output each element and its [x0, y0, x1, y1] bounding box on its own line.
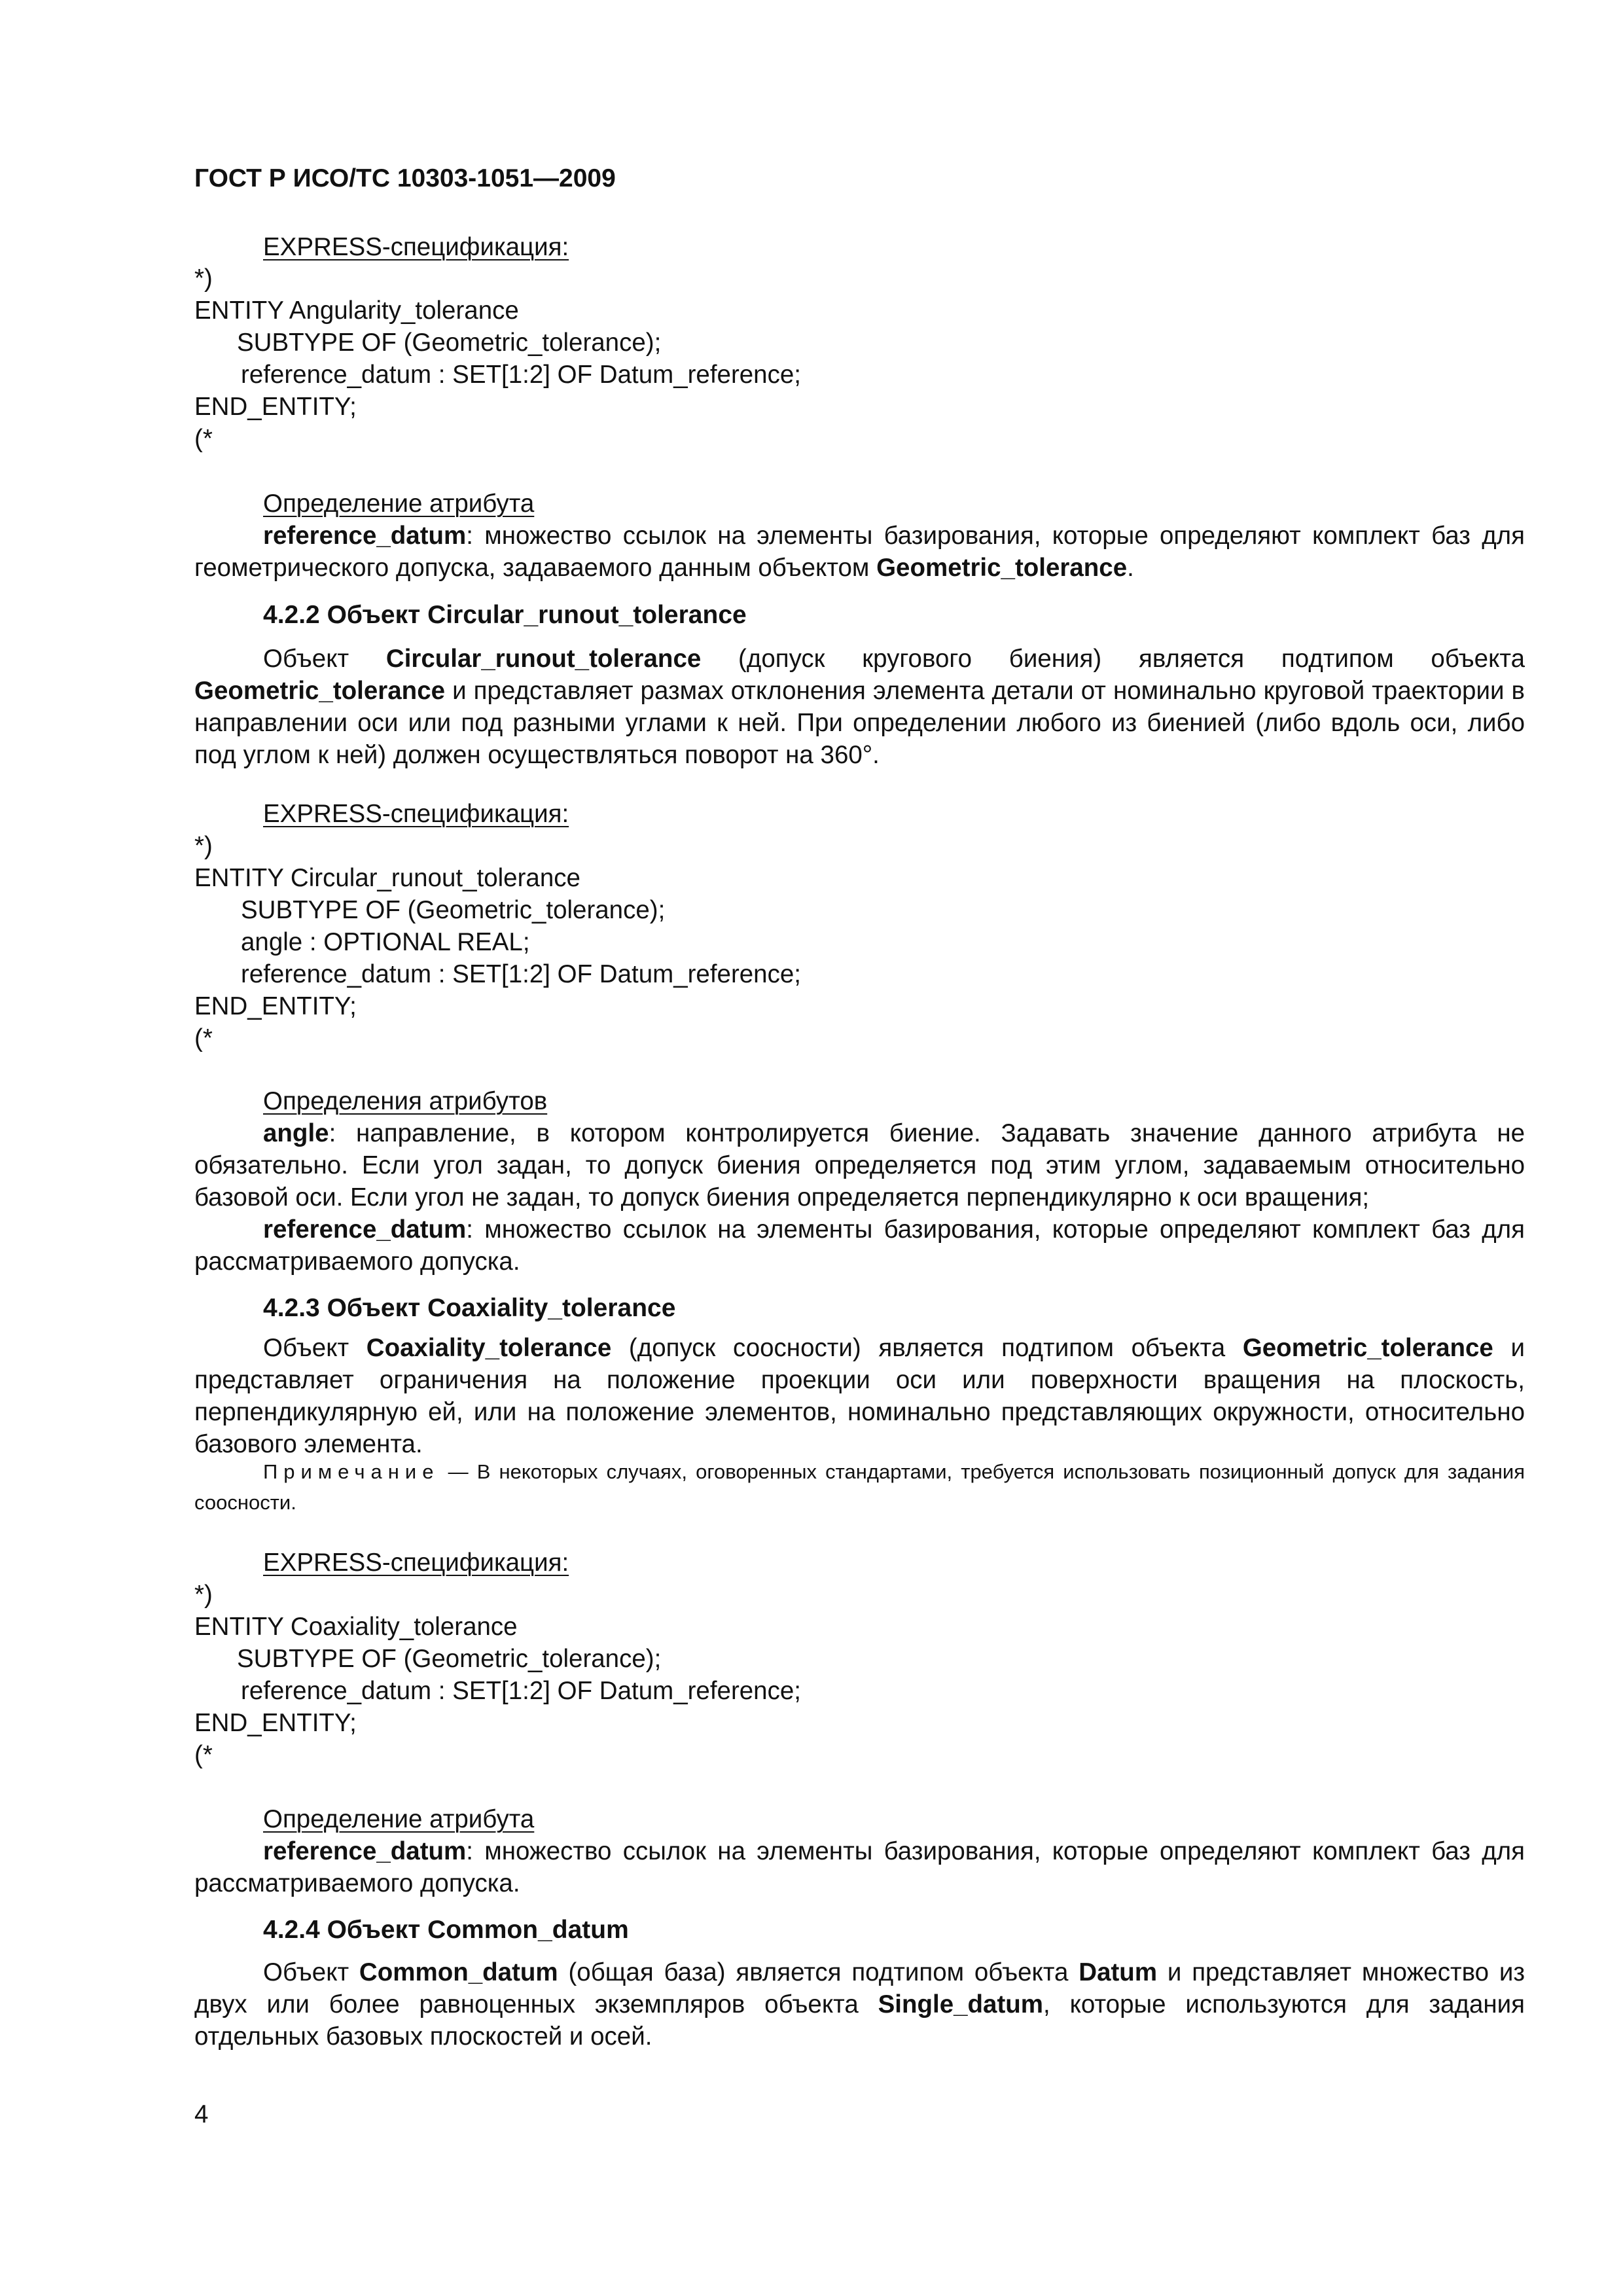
attribute-definition-text: [194, 520, 1525, 584]
express-spec-label: EXPRESS-спецификация:: [263, 800, 569, 828]
attribute-definition-text: [194, 1117, 1525, 1213]
term: Datum: [1079, 1958, 1158, 1986]
section-heading: 4.2.2 Объект Circular_runout_tolerance: [263, 601, 747, 629]
note: [194, 1456, 1525, 1518]
attribute-definition-text: [194, 1835, 1525, 1899]
term: Geometric_tolerance: [1242, 1334, 1493, 1362]
term: reference_datum: [263, 522, 467, 550]
code-comment-open: (*: [194, 1024, 213, 1052]
section-heading: 4.2.4 Объект Common_datum: [263, 1916, 629, 1944]
term: Coaxiality_tolerance: [366, 1334, 612, 1362]
term: Single_datum: [878, 1990, 1044, 2018]
term: Geometric_tolerance: [876, 554, 1128, 582]
text: Объект: [263, 1958, 359, 1986]
definition-text: : множество ссылок на элементы базирования, которые определяют комплект баз для геометрического допуска, задаваемого данным объектом: [194, 522, 1525, 582]
section-paragraph: [194, 643, 1525, 771]
definition-text: : множество ссылок на элементы базирования, которые определяют комплект баз для рассматриваемого допуска.: [194, 1837, 1525, 1897]
code-entity-line: ENTITY Circular_runout_tolerance: [194, 864, 580, 892]
attribute-definition-text: [194, 1213, 1525, 1278]
code-attribute-line: angle : OPTIONAL REAL;: [241, 928, 530, 956]
term: Common_datum: [359, 1958, 558, 1986]
code-end-entity: END_ENTITY;: [194, 393, 357, 421]
code-subtype-line: SUBTYPE OF (Geometric_tolerance);: [237, 1645, 662, 1673]
code-subtype-line: SUBTYPE OF (Geometric_tolerance);: [237, 329, 662, 357]
code-attribute-line: reference_datum : SET[1:2] OF Datum_reference;: [241, 1677, 801, 1705]
term: reference_datum: [263, 1837, 467, 1865]
express-spec-label: EXPRESS-спецификация:: [263, 1549, 569, 1577]
definition-text: .: [1127, 554, 1134, 582]
term: Circular_runout_tolerance: [385, 645, 702, 673]
attribute-definitions-label: Определения атрибутов: [263, 1087, 548, 1115]
term: reference_datum: [263, 1215, 467, 1244]
definition-text: : направление, в котором контролируется биение. Задавать значение данного атрибута не обязательно. Если угол задан, то допуск биения определяется под этим углом, задаваемым относительно базовой оси. Если угол не задан, то допуск биения определяется перпендикулярно к оси вращения;: [194, 1119, 1525, 1211]
term: angle: [263, 1119, 329, 1147]
text: Объект: [263, 645, 386, 673]
text: Объект: [263, 1334, 366, 1362]
code-comment-close: *): [194, 264, 213, 293]
code-attribute-line: reference_datum : SET[1:2] OF Datum_reference;: [241, 960, 801, 988]
code-comment-open: (*: [194, 425, 213, 453]
text: (общая база) является подтипом объекта: [558, 1958, 1079, 1986]
text: (допуск кругового биения) является подтипом объекта: [701, 645, 1525, 673]
text: и представляет множество из двух или более равноценных экземпляров объекта: [194, 1958, 1525, 2018]
code-entity-line: ENTITY Coaxiality_tolerance: [194, 1613, 518, 1641]
attribute-definition-label: Определение атрибута: [263, 1805, 535, 1833]
text: (допуск соосности) является подтипом объекта: [611, 1334, 1243, 1362]
definition-text: : множество ссылок на элементы базирования, которые определяют комплект баз для рассматриваемого допуска.: [194, 1215, 1525, 1276]
code-comment-close: *): [194, 1581, 213, 1609]
standard-header: ГОСТ Р ИСО/ТС 10303-1051—2009: [194, 164, 616, 192]
code-attribute-line: reference_datum : SET[1:2] OF Datum_reference;: [241, 361, 801, 389]
attribute-definition-label: Определение атрибута: [263, 490, 535, 518]
section-paragraph: [194, 1956, 1525, 2053]
code-comment-close: *): [194, 832, 213, 860]
section-heading: 4.2.3 Объект Coaxiality_tolerance: [263, 1294, 676, 1322]
code-entity-line: ENTITY Angularity_tolerance: [194, 296, 519, 325]
term: Geometric_tolerance: [194, 677, 446, 705]
text: и представляет размах отклонения элемента детали от номинально круговой траектории в направлении оси или под разными углами к ней. При определении любого из биенией (либо вдоль оси, либо под углом к ней) должен осуществляться поворот на 360°.: [194, 677, 1525, 769]
code-end-entity: END_ENTITY;: [194, 992, 357, 1020]
code-comment-open: (*: [194, 1741, 213, 1769]
note-text: — В некоторых случаях, оговоренных стандартами, требуется использовать позиционный допуск для задания соосности.: [194, 1460, 1525, 1514]
text: и представляет ограничения на положение проекции оси или поверхности вращения на плоскость, перпендикулярную ей, или на положение элементов, номинально представляющих окружности, относительно базового элемента.: [194, 1334, 1525, 1458]
express-spec-label: EXPRESS-спецификация:: [263, 233, 569, 261]
page-number: 4: [194, 2100, 209, 2128]
text: , которые используются для задания отдельных базовых плоскостей и осей.: [194, 1990, 1525, 2051]
section-paragraph: [194, 1332, 1525, 1460]
code-end-entity: END_ENTITY;: [194, 1709, 357, 1737]
note-label: Примечание: [263, 1460, 440, 1483]
code-subtype-line: SUBTYPE OF (Geometric_tolerance);: [241, 896, 666, 924]
